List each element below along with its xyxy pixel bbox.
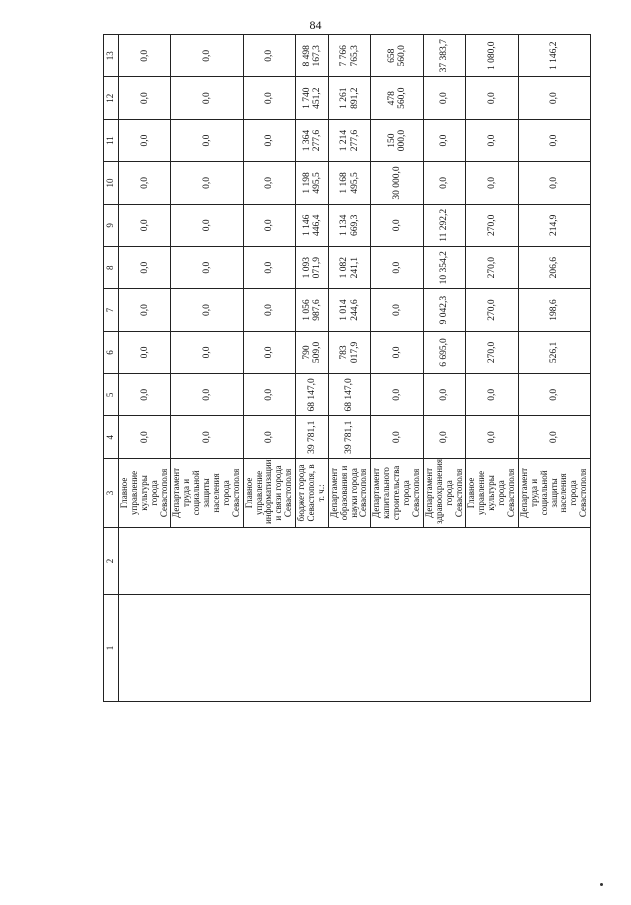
row-label: бюджет города Севастополя, в т. ч.: (296, 458, 329, 527)
value-cell: 0,0 (371, 204, 423, 246)
value-cell: 1 261 891,2 (328, 77, 371, 119)
row-label: Департамент образования и науки города Севастополя (328, 458, 371, 527)
value-cell: 0,0 (243, 416, 295, 458)
table-body (119, 35, 591, 702)
table-container (103, 34, 589, 702)
value-cell: 270,0 (466, 331, 518, 373)
value-cell: 270,0 (466, 247, 518, 289)
value-cell: 10 354,2 (423, 247, 466, 289)
column-header-4: 4 (104, 416, 119, 458)
value-cell: 6 695,0 (423, 331, 466, 373)
value-cell: 0,0 (466, 162, 518, 204)
value-cell: 1 146,2 (518, 35, 590, 78)
value-cell: 0,0 (119, 289, 171, 331)
column-header-6: 6 (104, 331, 119, 373)
column-header-13: 13 (104, 35, 119, 78)
value-cell: 0,0 (243, 119, 295, 161)
value-cell: 0,0 (119, 77, 171, 119)
value-cell: 0,0 (119, 119, 171, 161)
value-cell: 37 383,7 (423, 35, 466, 78)
column-header-3: 3 (104, 458, 119, 527)
table-row (119, 35, 171, 702)
value-cell: 0,0 (119, 331, 171, 373)
value-cell: 1 214 277,6 (328, 119, 371, 161)
column-header-2: 2 (104, 528, 119, 595)
value-cell: 270,0 (466, 289, 518, 331)
column-header-7: 7 (104, 289, 119, 331)
value-cell: 0,0 (466, 416, 518, 458)
value-cell: 0,0 (466, 119, 518, 161)
value-cell: 783 017,9 (328, 331, 371, 373)
value-cell: 150 000,0 (371, 119, 423, 161)
value-cell: 0,0 (243, 77, 295, 119)
value-cell: 478 560,0 (371, 77, 423, 119)
value-cell: 30 000,0 (371, 162, 423, 204)
value-cell: 0,0 (171, 374, 243, 416)
value-cell: 0,0 (171, 162, 243, 204)
value-cell: 270,0 (466, 204, 518, 246)
value-cell: 0,0 (423, 162, 466, 204)
value-cell: 0,0 (119, 374, 171, 416)
column-header-12: 12 (104, 77, 119, 119)
value-cell: 0,0 (119, 204, 171, 246)
value-cell: 658 560,0 (371, 35, 423, 78)
value-cell: 1 198 495,5 (296, 162, 329, 204)
value-cell: 9 042,3 (423, 289, 466, 331)
value-cell: 0,0 (518, 77, 590, 119)
value-cell: 0,0 (243, 374, 295, 416)
value-cell: 0,0 (518, 119, 590, 161)
value-cell: 0,0 (371, 331, 423, 373)
value-cell: 0,0 (171, 247, 243, 289)
value-cell: 526,1 (518, 331, 590, 373)
column-header-5: 5 (104, 374, 119, 416)
value-cell: 1 146 446,4 (296, 204, 329, 246)
value-cell: 1 056 987,6 (296, 289, 329, 331)
value-cell: 790 509,0 (296, 331, 329, 373)
value-cell: 39 781,1 (328, 416, 371, 458)
value-cell: 0,0 (171, 77, 243, 119)
row-label: Департамент труда и социальной защиты населения города Севастополя (518, 458, 590, 527)
merged-cell (119, 528, 591, 595)
column-header-11: 11 (104, 119, 119, 161)
value-cell: 0,0 (171, 289, 243, 331)
value-cell: 0,0 (171, 119, 243, 161)
value-cell: 0,0 (171, 331, 243, 373)
budget-table (103, 34, 591, 702)
value-cell: 0,0 (423, 374, 466, 416)
value-cell: 0,0 (423, 119, 466, 161)
value-cell: 0,0 (243, 247, 295, 289)
value-cell: 0,0 (243, 289, 295, 331)
value-cell: 8 498 167,3 (296, 35, 329, 78)
value-cell: 206,6 (518, 247, 590, 289)
row-label: Департамент труда и социальной защиты населения города Севастополя (171, 458, 243, 527)
value-cell: 0,0 (423, 416, 466, 458)
value-cell: 1 014 244,6 (328, 289, 371, 331)
value-cell: 0,0 (423, 77, 466, 119)
value-cell: 0,0 (243, 162, 295, 204)
scan-speck (600, 883, 603, 886)
column-header-1: 1 (104, 594, 119, 701)
value-cell: 0,0 (371, 374, 423, 416)
value-cell: 214,9 (518, 204, 590, 246)
merged-cell (119, 594, 591, 701)
value-cell: 0,0 (119, 416, 171, 458)
value-cell: 0,0 (371, 416, 423, 458)
column-header-10: 10 (104, 162, 119, 204)
value-cell: 0,0 (466, 77, 518, 119)
value-cell: 0,0 (466, 374, 518, 416)
value-cell: 0,0 (518, 374, 590, 416)
value-cell: 0,0 (371, 247, 423, 289)
value-cell: 1 168 495,5 (328, 162, 371, 204)
value-cell: 68 147,0 (328, 374, 371, 416)
row-label: Главное управление информатизации и связи города Севастополя (243, 458, 295, 527)
value-cell: 0,0 (243, 204, 295, 246)
value-cell: 0,0 (171, 204, 243, 246)
value-cell: 198,6 (518, 289, 590, 331)
value-cell: 0,0 (171, 416, 243, 458)
value-cell: 1 134 669,3 (328, 204, 371, 246)
value-cell: 1 080,0 (466, 35, 518, 78)
row-label: Главное управление культуры города Севастополя (119, 458, 171, 527)
column-header-8: 8 (104, 247, 119, 289)
row-label: Департамент капитального строительства города Севастополя (371, 458, 423, 527)
value-cell: 0,0 (371, 289, 423, 331)
value-cell: 0,0 (119, 35, 171, 78)
value-cell: 0,0 (119, 162, 171, 204)
value-cell: 0,0 (243, 331, 295, 373)
page-number: 84 (309, 18, 322, 32)
row-label: Главное управление культуры города Севастополя (466, 458, 518, 527)
value-cell: 11 292,2 (423, 204, 466, 246)
value-cell: 0,0 (171, 35, 243, 78)
header-row (104, 35, 119, 702)
value-cell: 68 147,0 (296, 374, 329, 416)
row-label: Департамент здравоохранения города Севастополя (423, 458, 466, 527)
value-cell: 0,0 (243, 35, 295, 78)
value-cell: 0,0 (518, 416, 590, 458)
value-cell: 39 781,1 (296, 416, 329, 458)
value-cell: 1 082 241,1 (328, 247, 371, 289)
value-cell: 1 740 451,2 (296, 77, 329, 119)
value-cell: 1 364 277,6 (296, 119, 329, 161)
value-cell: 0,0 (119, 247, 171, 289)
value-cell: 7 766 765,3 (328, 35, 371, 78)
value-cell: 0,0 (518, 162, 590, 204)
value-cell: 1 093 071,9 (296, 247, 329, 289)
column-header-9: 9 (104, 204, 119, 246)
